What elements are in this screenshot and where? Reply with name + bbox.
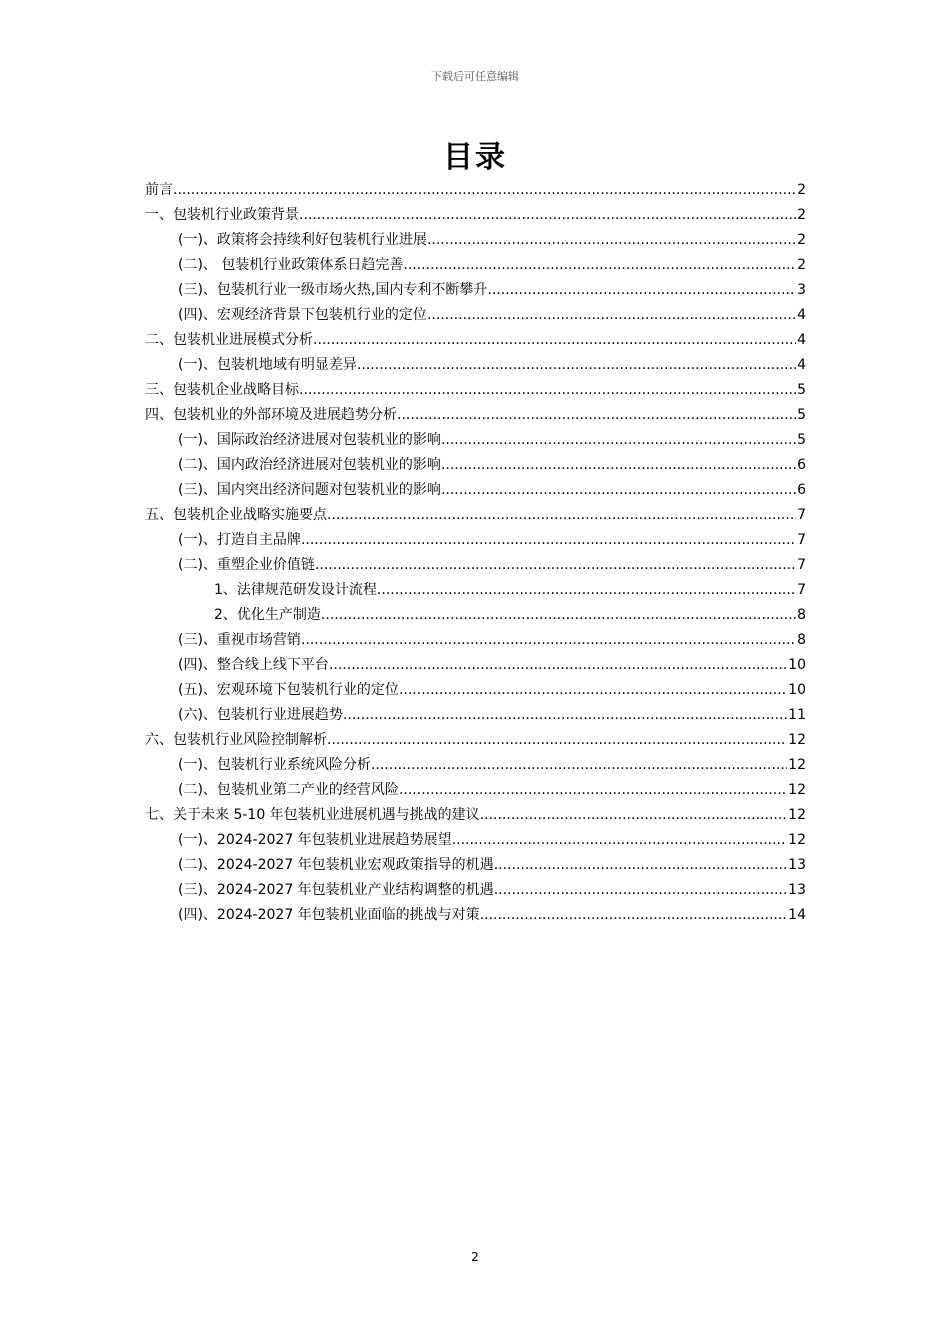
header-note: 下载后可任意编辑 bbox=[431, 70, 519, 83]
toc-dot-leader bbox=[299, 206, 796, 226]
toc-entry-title: 五、包装机企业战略实施要点 bbox=[145, 507, 327, 523]
toc-entry-page: 6 bbox=[797, 482, 806, 498]
toc-entry-page: 12 bbox=[788, 757, 806, 773]
toc-entry[interactable] bbox=[145, 651, 806, 676]
toc-dot-leader bbox=[327, 506, 796, 526]
toc-entry[interactable] bbox=[145, 826, 806, 851]
toc-dot-leader bbox=[371, 756, 787, 776]
toc-dot-leader bbox=[315, 556, 796, 576]
toc-entry-title: (三)、重视市场营销 bbox=[178, 632, 301, 648]
toc-entry[interactable] bbox=[145, 601, 806, 626]
toc-entry[interactable] bbox=[145, 751, 806, 776]
toc-entry-page: 12 bbox=[788, 782, 806, 798]
toc-entry-page: 2 bbox=[797, 182, 806, 198]
toc-entry-title: 三、包装机企业战略目标 bbox=[145, 382, 299, 398]
toc-entry-title: (二)、包装机业第二产业的经营风险 bbox=[178, 782, 399, 798]
toc-entry-page: 7 bbox=[797, 582, 806, 598]
toc-entry-page: 7 bbox=[797, 507, 806, 523]
toc-entry-page: 4 bbox=[797, 307, 806, 323]
toc-entry-title: (三)、包装机行业一级市场火热,国内专利不断攀升 bbox=[178, 282, 488, 298]
toc-entry[interactable] bbox=[145, 351, 806, 376]
toc-entry-page: 12 bbox=[788, 807, 806, 823]
toc-entry-title: 一、包装机行业政策背景 bbox=[145, 207, 299, 223]
toc-entry[interactable] bbox=[145, 726, 806, 751]
toc-entry[interactable] bbox=[145, 451, 806, 476]
toc-entry[interactable] bbox=[145, 326, 806, 351]
toc-entry-page: 5 bbox=[797, 407, 806, 423]
toc-entry-page: 7 bbox=[797, 557, 806, 573]
toc-entry[interactable] bbox=[145, 701, 806, 726]
toc-entry-page: 2 bbox=[797, 257, 806, 273]
toc-entry-page: 12 bbox=[788, 832, 806, 848]
toc-entry-title: 1、法律规范研发设计流程 bbox=[214, 582, 377, 598]
toc-entry[interactable] bbox=[145, 851, 806, 876]
toc-entry-page: 5 bbox=[797, 432, 806, 448]
toc-dot-leader bbox=[301, 531, 796, 551]
toc-entry-title: (一)、国际政治经济进展对包装机业的影响 bbox=[178, 432, 441, 448]
toc-entry-title: (四)、整合线上线下平台 bbox=[178, 657, 329, 673]
toc-entry[interactable] bbox=[145, 501, 806, 526]
toc-dot-leader bbox=[399, 781, 787, 801]
toc-entry-title: (二)、国内政治经济进展对包装机业的影响 bbox=[178, 457, 441, 473]
toc-entry-page: 5 bbox=[797, 382, 806, 398]
page-number: 2 bbox=[471, 1250, 479, 1264]
toc-entry-title: (一)、政策将会持续利好包装机行业进展 bbox=[178, 232, 427, 248]
toc-entry-page: 2 bbox=[797, 232, 806, 248]
toc-entry-page: 12 bbox=[788, 732, 806, 748]
toc-entry[interactable] bbox=[145, 301, 806, 326]
toc-entry-page: 8 bbox=[797, 607, 806, 623]
toc-dot-leader bbox=[173, 181, 796, 201]
toc-entry-title: 二、包装机业进展模式分析 bbox=[145, 332, 313, 348]
toc-dot-leader bbox=[441, 431, 796, 451]
toc-entry-title: (六)、包装机行业进展趋势 bbox=[178, 707, 343, 723]
toc-dot-leader bbox=[427, 231, 796, 251]
toc-dot-leader bbox=[494, 881, 787, 901]
toc-entry[interactable] bbox=[145, 376, 806, 401]
toc-entry-page: 4 bbox=[797, 357, 806, 373]
toc-entry[interactable] bbox=[145, 401, 806, 426]
toc-dot-leader bbox=[301, 631, 796, 651]
toc-entry[interactable] bbox=[145, 526, 806, 551]
toc-entry-title: (四)、宏观经济背景下包装机行业的定位 bbox=[178, 307, 427, 323]
toc-entry-page: 11 bbox=[788, 707, 806, 723]
toc-entry[interactable] bbox=[145, 226, 806, 251]
toc-dot-leader bbox=[329, 656, 787, 676]
toc-entry[interactable] bbox=[145, 876, 806, 901]
toc-entry-page: 7 bbox=[797, 532, 806, 548]
toc-entry-page: 2 bbox=[797, 207, 806, 223]
toc-dot-leader bbox=[427, 306, 796, 326]
toc-entry-title: (一)、2024-2027 年包装机业进展趋势展望 bbox=[178, 832, 452, 848]
toc-entry[interactable] bbox=[145, 426, 806, 451]
toc-dot-leader bbox=[397, 406, 796, 426]
toc-entry-page: 3 bbox=[797, 282, 806, 298]
toc-dot-leader bbox=[377, 581, 796, 601]
toc-entry-title: (一)、打造自主品牌 bbox=[178, 532, 301, 548]
toc-entry-title: 前言 bbox=[145, 182, 173, 198]
toc-dot-leader bbox=[441, 481, 796, 501]
toc-entry-title: (三)、国内突出经济问题对包装机业的影响 bbox=[178, 482, 441, 498]
toc-entry-title: (二)、重塑企业价值链 bbox=[178, 557, 315, 573]
toc-dot-leader bbox=[441, 456, 796, 476]
toc-entry[interactable] bbox=[145, 276, 806, 301]
toc-dot-leader bbox=[480, 906, 787, 926]
toc-entry[interactable] bbox=[145, 576, 806, 601]
toc-entry[interactable] bbox=[145, 176, 806, 201]
toc-entry[interactable] bbox=[145, 901, 806, 926]
toc-dot-leader bbox=[403, 256, 796, 276]
toc-entry[interactable] bbox=[145, 676, 806, 701]
toc-dot-leader bbox=[480, 806, 787, 826]
toc-entry-title: (一)、包装机行业系统风险分析 bbox=[178, 757, 371, 773]
toc-dot-leader bbox=[494, 856, 787, 876]
toc-entry-title: (二)、 包装机行业政策体系日趋完善 bbox=[178, 257, 404, 273]
toc-entry-title: (五)、宏观环境下包装机行业的定位 bbox=[178, 682, 399, 698]
toc-entry-title: 2、优化生产制造 bbox=[214, 607, 321, 623]
toc-entry-title: 六、包装机行业风险控制解析 bbox=[145, 732, 327, 748]
toc-dot-leader bbox=[343, 706, 787, 726]
toc-dot-leader bbox=[299, 381, 796, 401]
toc-entry-title: 四、包装机业的外部环境及进展趋势分析 bbox=[145, 407, 397, 423]
toc-entry[interactable] bbox=[145, 776, 806, 801]
toc-entry-title: (二)、2024-2027 年包装机业宏观政策指导的机遇 bbox=[178, 857, 494, 873]
toc-entry-page: 13 bbox=[788, 882, 806, 898]
toc-entry-title: (一)、包装机地域有明显差异 bbox=[178, 357, 357, 373]
toc-dot-leader bbox=[357, 356, 796, 376]
toc-entry[interactable] bbox=[145, 476, 806, 501]
toc-title: 目录 bbox=[443, 140, 507, 175]
toc-entry-title: (三)、2024-2027 年包装机业产业结构调整的机遇 bbox=[178, 882, 494, 898]
toc-entry-title: 七、关于未来 5-10 年包装机业进展机遇与挑战的建议 bbox=[145, 807, 480, 823]
toc-entry[interactable] bbox=[145, 201, 806, 226]
toc-dot-leader bbox=[452, 831, 787, 851]
toc-entry-page: 8 bbox=[797, 632, 806, 648]
toc-dot-leader bbox=[487, 281, 796, 301]
toc-entry[interactable] bbox=[145, 626, 806, 651]
toc-dot-leader bbox=[321, 606, 796, 626]
toc-dot-leader bbox=[399, 681, 787, 701]
toc-entry[interactable] bbox=[145, 801, 806, 826]
toc-entry-title: (四)、2024-2027 年包装机业面临的挑战与对策 bbox=[178, 907, 480, 923]
toc-entry-page: 13 bbox=[788, 857, 806, 873]
toc-entry-page: 10 bbox=[788, 682, 806, 698]
toc-dot-leader bbox=[313, 331, 796, 351]
toc-entry-page: 4 bbox=[797, 332, 806, 348]
toc-dot-leader bbox=[327, 731, 787, 751]
toc-entry[interactable] bbox=[145, 551, 806, 576]
toc-entry[interactable] bbox=[145, 251, 806, 276]
toc-entry-page: 14 bbox=[788, 907, 806, 923]
toc-entry-page: 6 bbox=[797, 457, 806, 473]
toc-list bbox=[145, 176, 806, 926]
toc-entry-page: 10 bbox=[788, 657, 806, 673]
